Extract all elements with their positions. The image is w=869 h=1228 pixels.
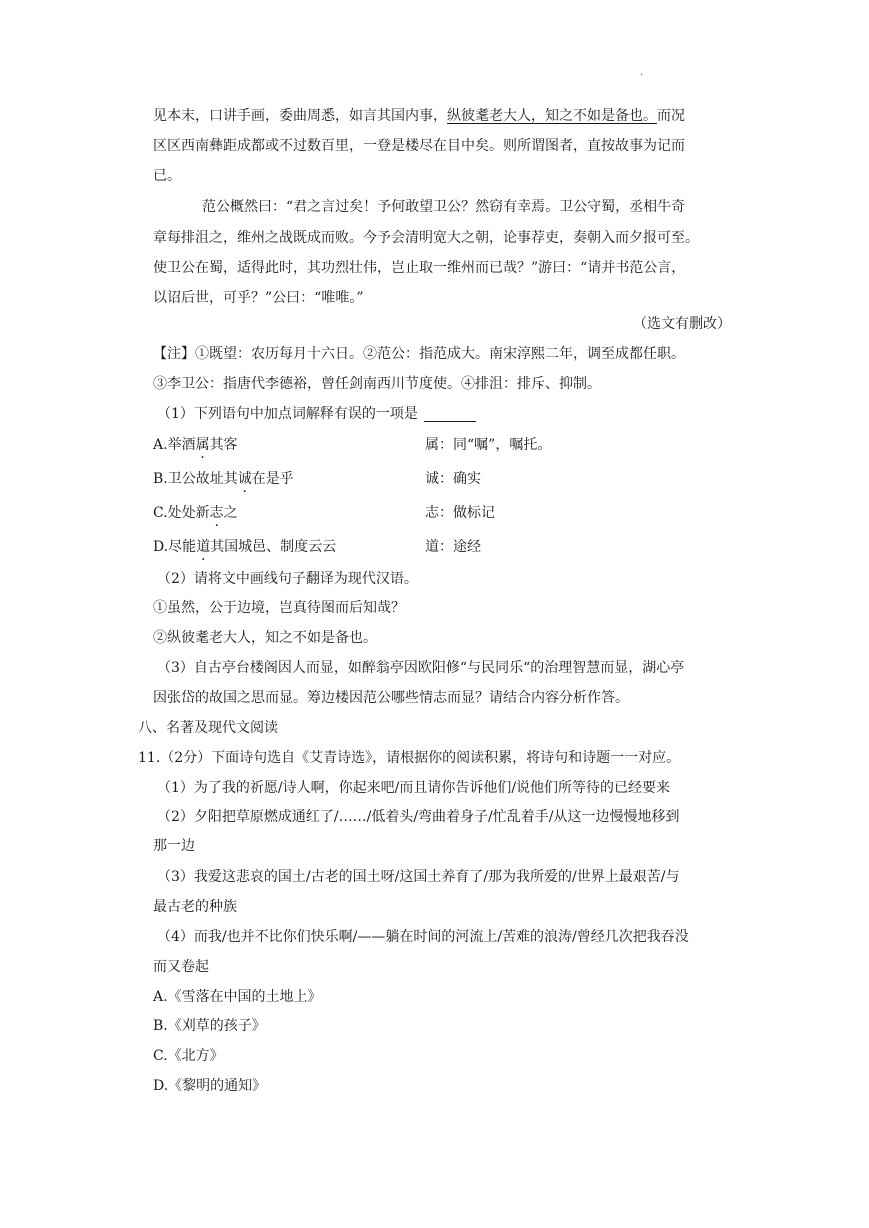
q11-option-a: A.《雪落在中国的土地上》	[153, 989, 322, 1005]
q1-option-d-explanation: 道：途经	[425, 539, 481, 555]
q2-stem: （2）请将文中画线句子翻译为现代汉语。	[157, 571, 418, 587]
q3-line-2: 因张岱的故国之思而显。筹边楼因范公哪些情志而显？请结合内容分析作答。	[153, 690, 629, 706]
dotted-word: 诚	[237, 471, 252, 487]
answer-blank[interactable]	[424, 407, 476, 422]
passage-line-2: 区区西南彝距成都或不过数百里，一登是楼尽在目中矣。则所谓图者，直按故事为记而	[153, 138, 685, 154]
page-marker-dot: ·	[640, 70, 644, 81]
section-heading: 八、名著及现代文阅读	[138, 720, 278, 736]
passage-line-4: 范公概然曰：“君之言过矣！予何敢望卫公？然窃有幸焉。卫公守蜀，丞相牛奇	[202, 199, 686, 215]
q1-stem: （1）下列语句中加点词解释有误的一项是	[157, 404, 476, 424]
dotted-word: 道	[196, 539, 211, 555]
q11-poem-1: （1）为了我的祈愿/诗人啊，你起来吧/而且请你告诉他们/说他们所等待的已经要来	[157, 780, 671, 796]
q2-sentence-2: ②纵彼耄老大人，知之不如是备也。	[153, 630, 377, 646]
underlined-sentence: 纵彼耄老大人，知之不如是备也。	[447, 108, 657, 124]
passage-line-6: 使卫公在蜀，适得此时，其功烈壮伟，岂止取一维州而已哉？”游曰：“请并书范公言，	[153, 260, 686, 276]
q11-poem-3-line-1: （3）我爱这悲哀的国土/古老的国土呀/这国土养育了/那为我所爱的/世界上最艰苦/与	[157, 869, 680, 885]
passage-line-7: 以诏后世，可乎？”公曰：“唯唯。”	[153, 290, 364, 306]
q1-option-d: D.尽能道其国城邑、制度云云	[153, 539, 337, 555]
q1-option-a: A.举酒属其客	[153, 437, 238, 453]
q11-poem-4-line-2: 而又卷起	[153, 959, 209, 975]
source-note: （选文有删改）	[633, 316, 731, 332]
notes-line-2: ③李卫公：指唐代李德裕，曾任剑南西川节度使。④排沮：排斥、抑制。	[153, 376, 601, 392]
q2-sentence-1: ①虽然，公于边境，岂真待图而后知哉？	[153, 600, 405, 616]
passage-line-1: 见本末，口讲手画，委曲周悉，如言其国内事，纵彼耄老大人，知之不如是备也。而况	[153, 108, 685, 124]
q11-option-d: D.《黎明的通知》	[153, 1078, 267, 1094]
dotted-word: 属	[195, 437, 210, 453]
q1-option-a-explanation: 属：同“嘱”，嘱托。	[425, 437, 552, 453]
q3-line-1: （3）自古亭台楼阁因人而显，如醉翁亭因欧阳修“与民同乐“的治理智慧而显，湖心亭	[157, 660, 685, 676]
q1-option-c: C.处处新志之	[153, 505, 238, 521]
q1-option-c-explanation: 志：做标记	[425, 505, 495, 521]
dotted-word: 志	[209, 505, 224, 521]
q11-option-b: B.《刈草的孩子》	[153, 1018, 266, 1034]
q11-poem-3-line-2: 最古老的种族	[153, 899, 237, 915]
passage-line-3: 已。	[153, 168, 181, 184]
q11-option-c: C.《北方》	[153, 1048, 224, 1064]
q11-poem-2-line-1: （2）夕阳把草原燃成通红了/……/低着头/弯曲着身子/忙乱着手/从这一边慢慢地移到	[157, 809, 680, 825]
q11-poem-2-line-2: 那一边	[153, 838, 195, 854]
notes-line-1: 【注】①既望：农历每月十六日。②范公：指范成大。南宋淳熙二年，调至成都任职。	[153, 346, 685, 362]
q1-option-b-explanation: 诚：确实	[425, 471, 481, 487]
q11-poem-4-line-1: （4）而我/也并不比你们快乐啊/——躺在时间的河流上/苦难的浪涛/曾经几次把我吞没	[157, 929, 689, 945]
q1-option-b: B.卫公故址其诚在是乎	[153, 471, 294, 487]
q11-stem: 11.（2分）下面诗句选自《艾青诗选》，请根据你的阅读积累，将诗句和诗题一一对应。	[138, 750, 681, 766]
passage-line-5: 章每排沮之，维州之战既成而败。今予会清明宽大之朝，论事荐吏，奏朝入而夕报可至。	[153, 230, 699, 246]
